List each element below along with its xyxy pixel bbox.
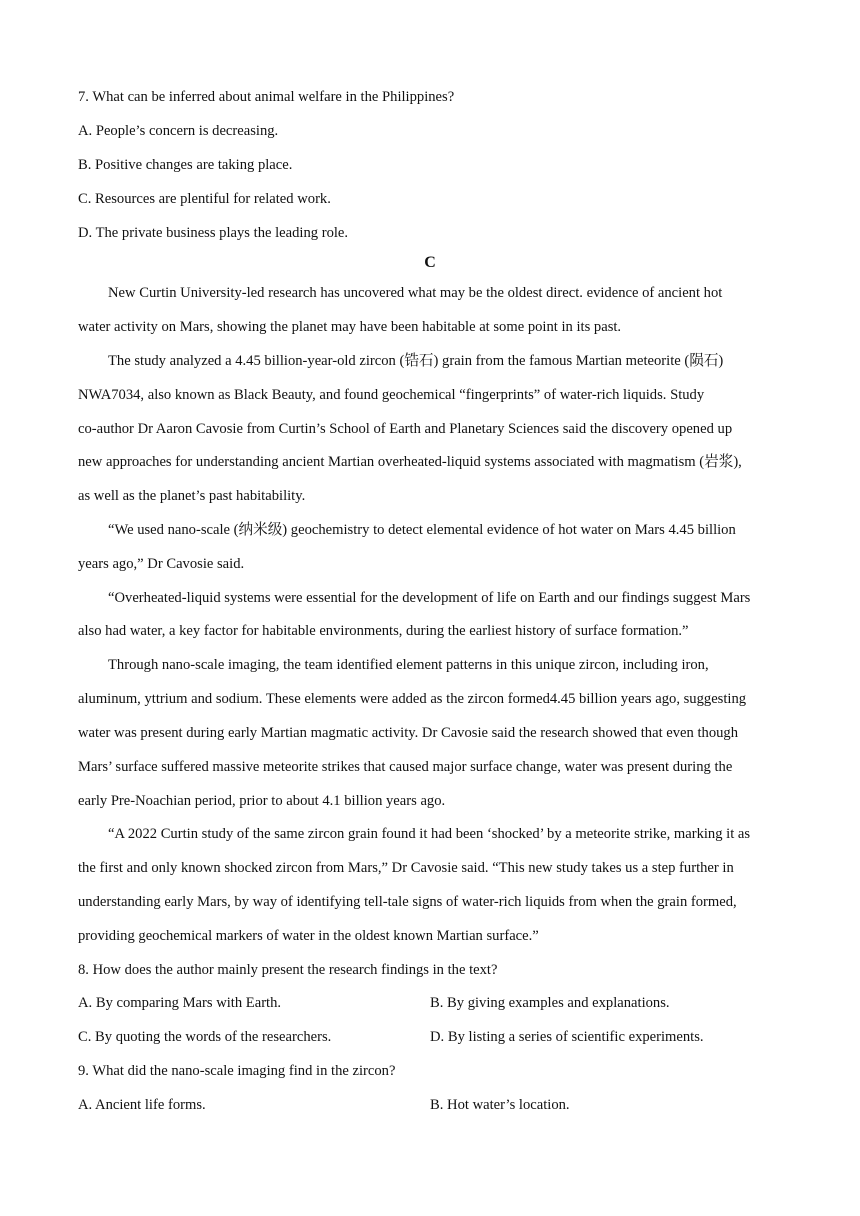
question-8: 8. How does the author mainly present the research findings in the text? [78, 962, 498, 978]
passage-line: aluminum, yttrium and sodium. These elements were added as the zircon formed4.45 billion years ago, suggesting [78, 691, 747, 707]
question-9: 9. What did the nano-scale imaging find in the zircon? [78, 1063, 396, 1079]
q8-option-b: B. By giving examples and explanations. [430, 995, 670, 1011]
passage-line: Through nano-scale imaging, the team identified element patterns in this unique zircon, including iron, [108, 657, 709, 673]
q7-option-b: B. Positive changes are taking place. [78, 157, 293, 173]
passage-line: the first and only known shocked zircon from Mars,” Dr Cavosie said. “This new study takes us a step further in [78, 860, 734, 876]
question-7: 7. What can be inferred about animal welfare in the Philippines? [78, 89, 455, 105]
passage-line: NWA7034, also known as Black Beauty, and found geochemical “fingerprints” of water-rich liquids. Study [78, 387, 705, 403]
passage-line: as well as the planet’s past habitability. [78, 488, 306, 504]
passage-line: years ago,” Dr Cavosie said. [78, 556, 245, 572]
passage-line: water was present during early Martian magmatic activity. Dr Cavosie said the research showed that even though [78, 725, 739, 741]
passage-line: understanding early Mars, by way of identifying tell-tale signs of water-rich liquids from when the grain formed, [78, 894, 737, 910]
passage-line: also had water, a key factor for habitable environments, during the earliest history of surface formation.” [78, 623, 689, 639]
q7-option-c: C. Resources are plentiful for related work. [78, 191, 331, 207]
passage-line: new approaches for understanding ancient Martian overheated-liquid systems associated with magmatism (岩浆), [78, 454, 742, 470]
passage-line: “A 2022 Curtin study of the same zircon grain found it had been ‘shocked’ by a meteorite strike, marking it as [108, 826, 751, 842]
q9-option-a: A. Ancient life forms. [78, 1097, 206, 1113]
q8-option-d: D. By listing a series of scientific experiments. [430, 1029, 704, 1045]
passage-line: early Pre-Noachian period, prior to about 4.1 billion years ago. [78, 793, 446, 809]
passage-line: New Curtin University-led research has uncovered what may be the oldest direct. evidence of ancient hot [108, 285, 723, 301]
q8-option-a: A. By comparing Mars with Earth. [78, 995, 282, 1011]
passage-line: Mars’ surface suffered massive meteorite strikes that caused major surface change, water was present during the [78, 759, 733, 775]
passage-line: “Overheated-liquid systems were essential for the development of life on Earth and our findings suggest Mars [108, 590, 751, 606]
passage-line: “We used nano-scale (纳米级) geochemistry to detect elemental evidence of hot water on Mars 4.45 billion [108, 522, 736, 538]
q7-option-a: A. People’s concern is decreasing. [78, 123, 279, 139]
q8-option-c: C. By quoting the words of the researchers. [78, 1029, 332, 1045]
passage-line: co-author Dr Aaron Cavosie from Curtin’s School of Earth and Planetary Sciences said the discovery opened up [78, 421, 733, 437]
passage-line: The study analyzed a 4.45 billion-year-old zircon (锆石) grain from the famous Martian meteorite (陨石) [108, 353, 724, 369]
q7-option-d: D. The private business plays the leading role. [78, 225, 349, 241]
section-heading: C [424, 254, 436, 271]
passage-line: providing geochemical markers of water in the oldest known Martian surface.” [78, 928, 539, 944]
q9-option-b: B. Hot water’s location. [430, 1097, 570, 1113]
passage-line: water activity on Mars, showing the planet may have been habitable at some point in its past. [78, 319, 622, 335]
